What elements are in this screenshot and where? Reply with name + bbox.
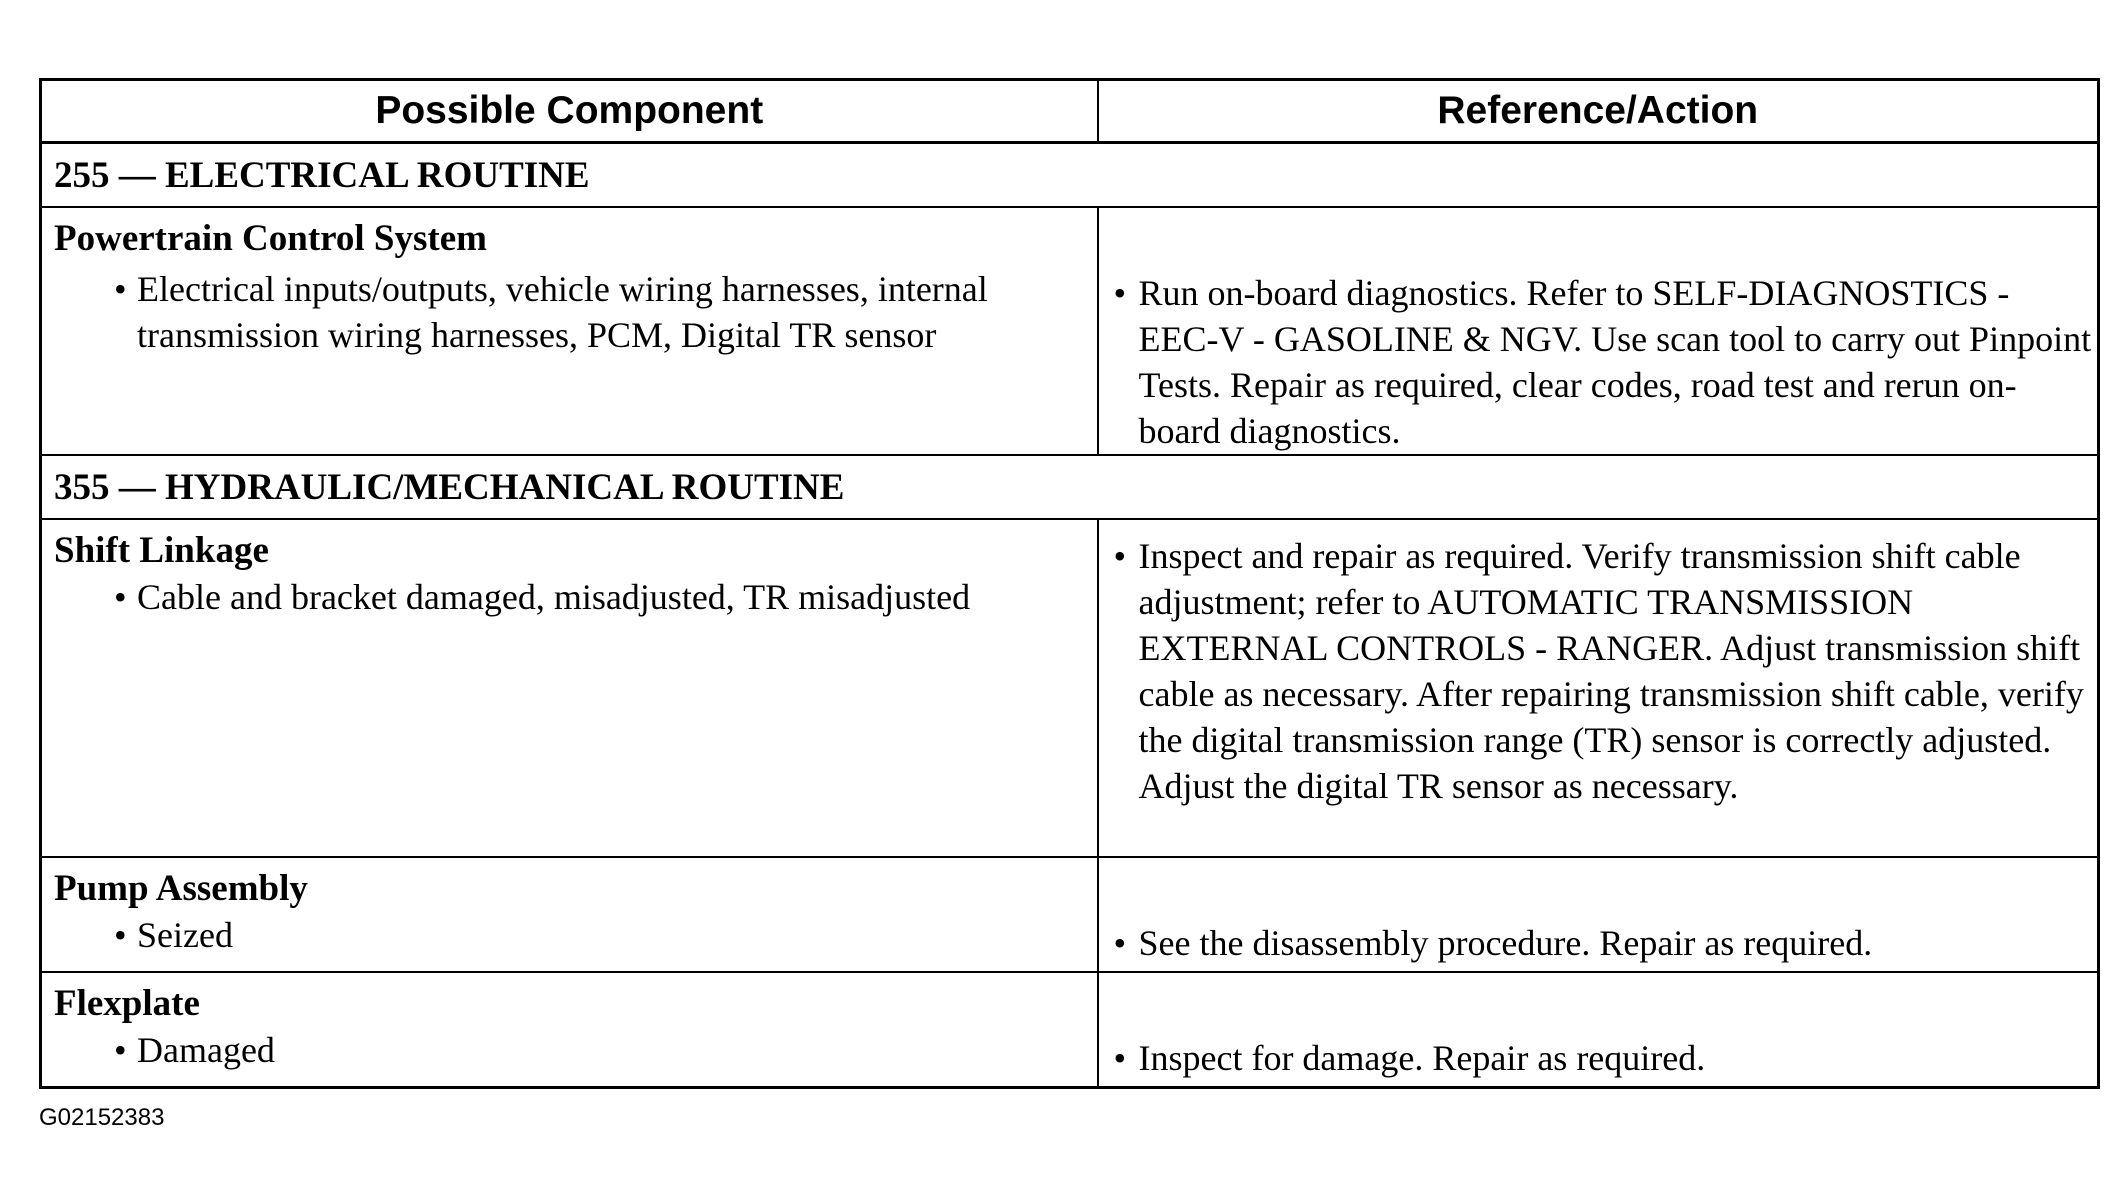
- component-name: Pump Assembly: [54, 868, 308, 909]
- header-possible-component: Possible Component: [41, 80, 1098, 143]
- component-name: Powertrain Control System: [54, 218, 487, 259]
- component-name: Shift Linkage: [54, 530, 269, 571]
- action-text: Run on-board diagnostics. Refer to SELF-DIAGNOSTICS - EEC-V - GASOLINE & NGV. Use scan tool to carry out Pinpoint Tests. Repair as required, clear codes, road test and rerun on-board diagnostics.: [1138, 273, 2092, 451]
- bullet-marker: •: [114, 1030, 127, 1070]
- action-item: [1099, 270, 2098, 454]
- component-detail: [42, 574, 1097, 620]
- component-cell: [41, 519, 1098, 857]
- table-row: [41, 207, 2099, 455]
- header-reference-action: Reference/Action: [1098, 80, 2099, 143]
- action-cell: [1098, 207, 2099, 455]
- action-text: Inspect and repair as required. Verify transmission shift cable adjustment; refer to AUTOMATIC TRANSMISSION EXTERNAL CONTROLS - RANGER. Adjust transmission shift cable as necessary. After repairing transmission shift cable, verify the digital transmission range (TR) sensor is correctly adjusted. Adjust the digital TR sensor as necessary.: [1138, 536, 2084, 806]
- action-item: [1099, 920, 2098, 966]
- component-name: Flexplate: [54, 983, 200, 1024]
- detail-text: Seized: [137, 915, 233, 955]
- detail-text: Damaged: [137, 1030, 275, 1070]
- action-cell: [1098, 519, 2099, 857]
- bullet-marker: •: [1113, 536, 1127, 576]
- table-row: [41, 857, 2099, 972]
- figure-id: G02152383: [39, 1104, 165, 1131]
- component-cell: [41, 972, 1098, 1088]
- detail-text: Cable and bracket damaged, misadjusted, TR misadjusted: [137, 577, 971, 617]
- component-cell: [41, 857, 1098, 972]
- action-text: See the disassembly procedure. Repair as required.: [1138, 923, 1873, 963]
- section-title: 355 — HYDRAULIC/MECHANICAL ROUTINE: [41, 455, 2099, 519]
- section-title: 255 — ELECTRICAL ROUTINE: [41, 143, 2099, 208]
- section-row-hydraulic: [41, 455, 2099, 519]
- action-cell: [1098, 857, 2099, 972]
- component-detail: [42, 266, 1097, 358]
- component-detail: [42, 912, 1097, 958]
- bullet-marker: •: [114, 269, 127, 309]
- action-cell: [1098, 972, 2099, 1088]
- action-text: Inspect for damage. Repair as required.: [1138, 1038, 1706, 1078]
- action-item: [1099, 533, 2098, 809]
- table-header-row: [41, 80, 2099, 143]
- bullet-marker: •: [114, 915, 127, 955]
- bullet-marker: •: [114, 577, 127, 617]
- bullet-marker: •: [1113, 923, 1127, 963]
- table-row: [41, 972, 2099, 1088]
- bullet-marker: •: [1113, 1038, 1127, 1078]
- diagnostic-table: [39, 78, 2100, 1089]
- table-row: [41, 519, 2099, 857]
- section-row-electrical: [41, 143, 2099, 208]
- bullet-marker: •: [1113, 273, 1127, 313]
- component-cell: [41, 207, 1098, 455]
- detail-text: Electrical inputs/outputs, vehicle wiring harnesses, internal transmission wiring harnesses, PCM, Digital TR sensor: [137, 269, 988, 355]
- component-detail: [42, 1027, 1097, 1073]
- action-item: [1099, 1035, 2098, 1081]
